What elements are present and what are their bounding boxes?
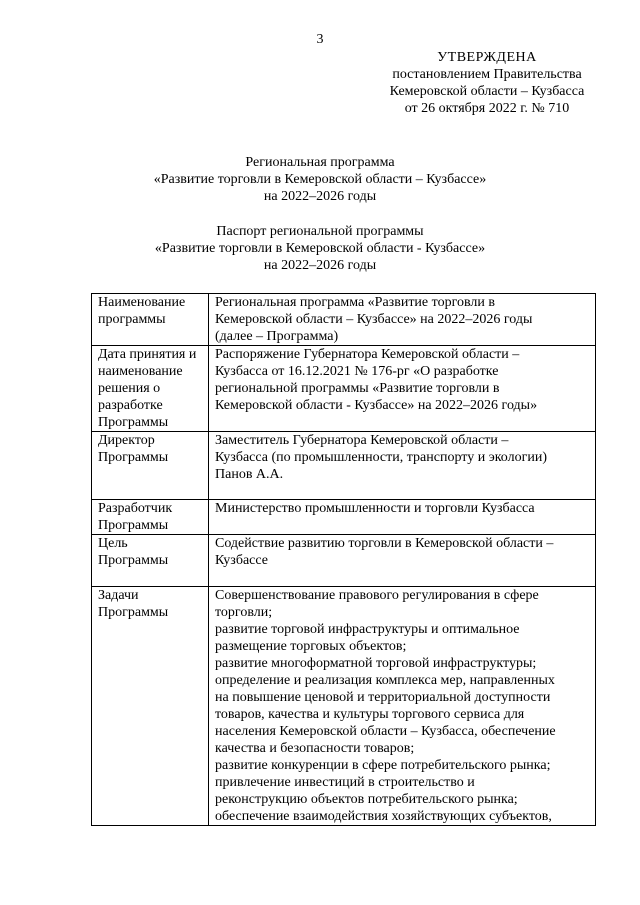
value-line: Содействие развитию торговли в Кемеровской области –: [215, 536, 554, 551]
label-line: Задачи: [98, 588, 139, 603]
table-row: [92, 587, 596, 826]
value-line: Панов А.А.: [215, 467, 284, 482]
table-row: [92, 294, 596, 346]
row-value: [209, 346, 596, 432]
approval-heading: УТВЕРЖДЕНА: [437, 50, 537, 65]
value-line: Кемеровской области - Кузбассе» на 2022–2026 годы»: [215, 398, 538, 413]
value-line: Кузбасса от 16.12.2021 № 176-рг «О разработке: [215, 364, 499, 379]
row-label: [92, 346, 209, 432]
label-line: Программы: [98, 553, 169, 568]
row-value: [209, 535, 596, 587]
row-label: [92, 294, 209, 346]
program-title-line: «Развитие торговли в Кемеровской области – Кузбассе»: [153, 172, 487, 187]
label-line: Программы: [98, 415, 169, 430]
value-line: на повышение ценовой и территориальной доступности: [215, 690, 551, 705]
label-line: наименование: [98, 364, 183, 379]
program-title-line: Региональная программа: [245, 155, 395, 170]
label-line: Программы: [98, 605, 169, 620]
value-line: Министерство промышленности и торговли Кузбасса: [215, 501, 535, 516]
row-label: [92, 535, 209, 587]
value-line: развитие конкуренции в сфере потребительского рынка;: [215, 758, 551, 773]
passport-title: [0, 223, 640, 274]
value-line: населения Кемеровской области – Кузбасса, обеспечение: [215, 724, 556, 739]
passport-title-line: «Развитие торговли в Кемеровской области - Кузбассе»: [154, 241, 486, 256]
row-label: [92, 432, 209, 500]
value-line: торговли;: [215, 605, 273, 620]
row-label: [92, 587, 209, 826]
label-line: Директор: [98, 433, 155, 448]
value-line: Совершенствование правового регулирования в сфере: [215, 588, 539, 603]
value-line: (далее – Программа): [215, 329, 339, 344]
value-line: товаров, качества и культуры торгового сервиса для: [215, 707, 525, 722]
value-line: качества и безопасности товаров;: [215, 741, 415, 756]
table-row: [92, 432, 596, 500]
value-line: развитие многоформатной торговой инфраструктуры;: [215, 656, 537, 671]
value-line: Заместитель Губернатора Кемеровской области –: [215, 433, 509, 448]
table-row: [92, 535, 596, 587]
passport-title-line: Паспорт региональной программы: [216, 224, 424, 239]
page-number: 3: [316, 32, 324, 47]
value-line: Кемеровской области – Кузбассе» на 2022–2026 годы: [215, 312, 533, 327]
value-line: реконструкцию объектов потребительского рынка;: [215, 792, 518, 807]
row-value: [209, 294, 596, 346]
label-line: Наименование: [98, 295, 186, 310]
value-line: региональной программы «Развитие торговли в: [215, 381, 500, 396]
row-value: [209, 432, 596, 500]
label-line: Цель: [98, 536, 128, 551]
value-line: Региональная программа «Развитие торговли в: [215, 295, 495, 310]
passport-title-line: на 2022–2026 годы: [263, 258, 377, 273]
value-line: привлечение инвестиций в строительство и: [215, 775, 475, 790]
value-line: определение и реализация комплекса мер, направленных: [215, 673, 555, 688]
label-line: программы: [98, 312, 166, 327]
value-line: обеспечение взаимодействия хозяйствующих субъектов,: [215, 809, 552, 824]
program-title-line: на 2022–2026 годы: [263, 189, 377, 204]
approval-block: [360, 49, 614, 117]
approval-line: от 26 октября 2022 г. № 710: [404, 101, 570, 116]
passport-table: [91, 293, 596, 826]
value-line: развитие торговой инфраструктуры и оптимальное: [215, 622, 520, 637]
approval-line: Кемеровской области – Кузбасса: [389, 84, 585, 99]
label-line: Разработчик: [98, 501, 173, 516]
label-line: Программы: [98, 518, 169, 533]
label-line: решения о: [98, 381, 161, 396]
row-label: [92, 500, 209, 535]
row-value: [209, 587, 596, 826]
value-line: Распоряжение Губернатора Кемеровской области –: [215, 347, 520, 362]
row-value: [209, 500, 596, 535]
value-line: Кузбасса (по промышленности, транспорту и экологии): [215, 450, 547, 465]
program-title: [0, 154, 640, 205]
label-line: Дата принятия и: [98, 347, 197, 362]
table-row: [92, 500, 596, 535]
value-line: размещение торговых объектов;: [215, 639, 407, 654]
label-line: Программы: [98, 450, 169, 465]
approval-line: постановлением Правительства: [392, 67, 582, 82]
table-row: [92, 346, 596, 432]
value-line: Кузбассе: [215, 553, 268, 568]
label-line: разработке: [98, 398, 163, 413]
